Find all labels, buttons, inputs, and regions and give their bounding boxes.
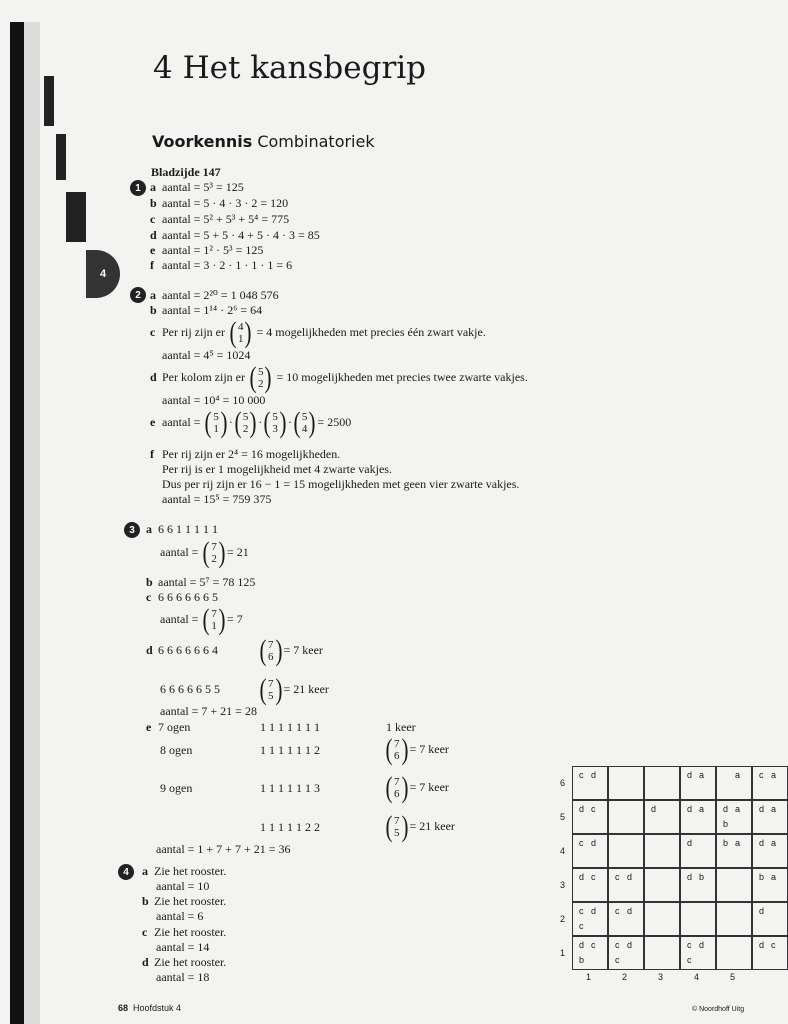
item-label: d <box>150 228 157 242</box>
q4-b <box>142 894 226 909</box>
q3-d1-binom <box>258 636 323 666</box>
binomial-values <box>302 411 308 435</box>
grid-cell <box>572 766 608 800</box>
paren-left: ( <box>385 733 393 766</box>
binom-bottom: 2 <box>242 423 249 435</box>
grid-letter: d <box>591 838 597 848</box>
binom-bottom: 2 <box>257 378 264 390</box>
item-label: b <box>142 894 149 908</box>
grid-letter: d <box>651 804 657 814</box>
binomial <box>292 408 318 438</box>
bleed-mark <box>56 134 66 180</box>
binom-top: 7 <box>211 608 217 620</box>
page-shadow <box>24 22 40 1024</box>
binom-bottom: 2 <box>211 553 217 565</box>
grid-letter: a <box>771 838 777 848</box>
grid-letter: d <box>723 804 729 814</box>
item-label: a <box>146 522 152 536</box>
q3-e4b: 1 1 1 1 1 2 2 <box>260 820 320 834</box>
grid-letter: b <box>723 819 729 829</box>
grid-letter: c <box>591 940 596 950</box>
grid-cell <box>608 834 644 868</box>
answer-text: Zie het rooster. <box>154 894 227 908</box>
grid-letter: c <box>591 872 596 882</box>
grid-letter: d <box>579 872 585 882</box>
q4-c <box>142 925 226 940</box>
grid-cell <box>608 868 644 902</box>
q2-c <box>150 318 486 348</box>
paren-left: ( <box>259 634 267 667</box>
q4-c2: aantal = 14 <box>156 940 210 954</box>
grid-letter: d <box>687 872 693 882</box>
answer-text: 7 ogen <box>158 720 191 734</box>
q4-a <box>142 864 226 879</box>
binomial-values <box>394 815 400 839</box>
grid-letter: a <box>771 804 777 814</box>
q3-a2 <box>160 538 249 568</box>
grid-cell <box>680 936 716 970</box>
answer-text: 6 6 6 6 6 6 5 <box>158 590 218 604</box>
answer-text: aantal = 1¹⁴ · 2⁶ = 64 <box>162 303 263 317</box>
q2-f2: Per rij is er 1 mogelijkheid met 4 zwarte vakjes. <box>162 462 392 476</box>
item-label: b <box>150 303 157 317</box>
answer-text: aantal = 5⁷ = 78 125 <box>158 575 256 589</box>
q3-e2a: 8 ogen <box>160 743 193 757</box>
grid-cell <box>644 834 680 868</box>
answer-text: = 7 keer <box>283 642 323 657</box>
paren-right: ) <box>275 634 282 667</box>
grid-cell <box>716 868 752 902</box>
grid-letter: c <box>687 940 692 950</box>
item-label: a <box>150 180 156 194</box>
grid-letter: c <box>687 955 692 965</box>
grid-cell <box>680 868 716 902</box>
binomial-values <box>211 608 217 632</box>
grid-letter: a <box>771 872 777 882</box>
grid-cell <box>716 834 752 868</box>
binomial <box>248 363 274 393</box>
grid-letter: a <box>699 804 705 814</box>
grid-letter: a <box>699 770 705 780</box>
paren-left: ( <box>385 771 393 804</box>
grid-letter: d <box>759 906 765 916</box>
grid-cell <box>752 834 788 868</box>
binom-top: 5 <box>257 366 264 378</box>
q1-f <box>150 258 292 273</box>
grid-letter: d <box>687 770 693 780</box>
q3-d2-binom <box>258 675 329 705</box>
footer-left <box>118 1003 181 1013</box>
q2-d2: aantal = 10⁴ = 10 000 <box>162 393 266 407</box>
binom-bottom: 6 <box>394 750 400 762</box>
grid-letter: d <box>759 804 765 814</box>
grid-letter: a <box>735 838 741 848</box>
q2-e: e aantal = ( 5 1 ) · ( 5 2 ) · ( 5 3 ) · ( 5 4 ) = 2500 <box>150 406 352 439</box>
answer-text: = 10 mogelijkheden met precies twee zwarte vakjes. <box>276 369 528 384</box>
item-label: d <box>150 369 157 384</box>
q2-c2: aantal = 4⁵ = 1024 <box>162 348 251 362</box>
chapter-tab: 4 <box>86 250 120 298</box>
q3-d3: aantal = 7 + 21 = 28 <box>160 704 257 718</box>
answer-text: = 4 mogelijkheden met precies één zwart vakje. <box>256 324 486 339</box>
copyright: © Noordhoff Uitg <box>692 1006 745 1013</box>
binom-bottom: 1 <box>211 620 217 632</box>
answer-text: = 21 keer <box>283 681 329 696</box>
q3-b <box>146 575 255 590</box>
chapter-name: Hoofdstuk 4 <box>133 1003 182 1013</box>
q1-d <box>150 228 320 243</box>
paren-left: ( <box>204 406 212 439</box>
grid-col-label: 3 <box>658 972 664 982</box>
item-label: e <box>150 243 156 257</box>
q1-e <box>150 243 263 258</box>
grid-cell <box>608 800 644 834</box>
q2-d <box>150 363 528 393</box>
answer-text: aantal = 5² + 5³ + 5⁴ = 775 <box>162 212 290 226</box>
grid-cell <box>752 902 788 936</box>
paren-right: ) <box>275 673 282 706</box>
grid-row-label: 3 <box>560 880 566 890</box>
binom-top: 5 <box>272 411 278 423</box>
answer-text: Per kolom zijn er <box>162 369 245 384</box>
item-label: f <box>150 447 154 461</box>
item-label: d <box>146 643 153 657</box>
grid-cell <box>716 800 752 834</box>
grid-cell <box>680 902 716 936</box>
item-label: e <box>146 720 152 734</box>
binomial-values <box>243 411 249 435</box>
grid-cell <box>644 936 680 970</box>
answer-text: = 21 <box>226 544 249 559</box>
grid-cell <box>680 834 716 868</box>
q4-d <box>142 955 226 970</box>
q2-f <box>150 447 340 462</box>
item-label: d <box>142 955 149 969</box>
binomial-values <box>258 366 264 390</box>
q4-a2: aantal = 10 <box>156 879 210 893</box>
q4-b2: aantal = 6 <box>156 909 204 923</box>
grid-row-label: 4 <box>560 846 566 856</box>
grid-letter: d <box>627 940 633 950</box>
paren-right: ) <box>244 316 252 349</box>
grid-cell <box>752 766 788 800</box>
section-title-rest: Combinatoriek <box>252 132 375 151</box>
item-label: c <box>142 925 148 939</box>
binomial <box>201 605 227 635</box>
answer-text: aantal = 1² · 5³ = 125 <box>162 243 264 257</box>
grid-cell <box>752 936 788 970</box>
grid-cell <box>572 902 608 936</box>
q4-d2: aantal = 18 <box>156 970 210 984</box>
grid-cell <box>572 868 608 902</box>
question-number: 2 <box>130 287 146 303</box>
binom-top: 7 <box>394 776 400 788</box>
grid-cell <box>752 868 788 902</box>
answer-text: 6 6 1 1 1 1 1 <box>158 522 218 536</box>
grid-letter: d <box>579 940 585 950</box>
grid-letter: b <box>699 872 705 882</box>
item-label: a <box>150 288 156 302</box>
q3-e1c: 1 keer <box>386 720 416 734</box>
binom-top: 7 <box>268 678 274 690</box>
binom-bottom: 5 <box>268 690 274 702</box>
paren-right: ) <box>401 771 408 804</box>
q3-e4c <box>384 812 455 842</box>
answer-text: = 7 keer <box>409 779 449 794</box>
q3-e2c <box>384 735 449 765</box>
grid-letter: c <box>615 906 620 916</box>
binomial <box>258 675 284 705</box>
item-label: e <box>150 414 156 429</box>
question-number: 1 <box>130 180 146 196</box>
q3-e <box>146 720 190 735</box>
grid-letter: d <box>591 906 597 916</box>
grid-letter: c <box>615 872 620 882</box>
binom-top: 7 <box>211 541 217 553</box>
answer-text: aantal = <box>160 544 199 559</box>
q3-e3a: 9 ogen <box>160 781 193 795</box>
answer-text: aantal = <box>162 414 201 429</box>
answer-text: Per rij zijn er 2⁴ = 16 mogelijkheden. <box>162 447 341 461</box>
paren-left: ( <box>202 536 210 569</box>
grid-cell <box>572 800 608 834</box>
q3-e2b: 1 1 1 1 1 1 2 <box>260 743 320 757</box>
binomial <box>233 408 259 438</box>
binomial <box>258 636 284 666</box>
binomial <box>203 408 229 438</box>
grid-col-label: 4 <box>694 972 700 982</box>
grid-cell <box>572 936 608 970</box>
paren-right: ) <box>264 361 272 394</box>
grid-col-label: 2 <box>622 972 628 982</box>
grid-letter: d <box>759 838 765 848</box>
grid-col-label: 1 <box>586 972 592 982</box>
binomial <box>262 408 288 438</box>
binom-bottom: 1 <box>237 333 244 345</box>
q1-a <box>150 180 244 195</box>
grid-row-label: 1 <box>560 948 566 958</box>
binomial <box>384 735 410 765</box>
paren-left: ( <box>385 810 393 843</box>
binom-bottom: 6 <box>268 651 274 663</box>
section-title <box>152 132 375 151</box>
page-title: 4 Het kansbegrip <box>153 50 427 86</box>
page-number: 68 <box>118 1003 129 1013</box>
grid-row-label: 2 <box>560 914 566 924</box>
grid-letter: b <box>723 838 729 848</box>
answer-text: = 7 <box>226 611 243 626</box>
paren-right: ) <box>308 406 316 439</box>
q3-a <box>146 522 218 537</box>
grid-letter: c <box>759 770 764 780</box>
paren-right: ) <box>401 733 408 766</box>
binom-bottom: 5 <box>394 827 400 839</box>
grid-cell <box>752 800 788 834</box>
answer-text: Zie het rooster. <box>154 955 227 969</box>
grid-letter: c <box>615 940 620 950</box>
q3-e5: aantal = 1 + 7 + 7 + 21 = 36 <box>156 842 291 856</box>
grid-letter: a <box>735 770 741 780</box>
page-reference: Bladzijde 147 <box>151 165 221 179</box>
grid-cell <box>716 766 752 800</box>
grid-cell <box>644 902 680 936</box>
answer-text: Zie het rooster. <box>154 864 227 878</box>
item-label: c <box>146 590 152 604</box>
page-binding-edge <box>10 22 24 1024</box>
grid-letter: c <box>579 906 584 916</box>
answer-text: = 21 keer <box>409 818 455 833</box>
paren-left: ( <box>202 603 210 636</box>
grid-letter: d <box>579 804 585 814</box>
grid-cell <box>644 766 680 800</box>
bleed-mark <box>66 192 86 242</box>
answer-text: aantal = <box>160 611 199 626</box>
paren-right: ) <box>401 810 408 843</box>
answer-text: 6 6 6 6 6 6 4 <box>158 643 218 657</box>
grid-cell <box>608 902 644 936</box>
binomial-values <box>268 639 274 663</box>
grid-letter: b <box>579 955 585 965</box>
paren-right: ) <box>218 603 226 636</box>
binomial <box>384 773 410 803</box>
paren-left: ( <box>263 406 271 439</box>
q1-c <box>150 212 289 227</box>
grid-letter: c <box>579 921 584 931</box>
q3-c2 <box>160 605 243 635</box>
grid-letter: d <box>627 872 633 882</box>
answer-text: Zie het rooster. <box>154 925 227 939</box>
q3-d <box>146 643 218 658</box>
binom-top: 7 <box>394 738 400 750</box>
q3-e3b: 1 1 1 1 1 1 3 <box>260 781 320 795</box>
item-label: b <box>146 575 153 589</box>
paren-left: ( <box>293 406 301 439</box>
grid-letter: d <box>591 770 597 780</box>
paren-right: ) <box>249 406 257 439</box>
q2-f3: Dus per rij zijn er 16 − 1 = 15 mogelijkheden met geen vier zwarte vakjes. <box>162 477 520 491</box>
paren-right: ) <box>279 406 287 439</box>
answer-text: aantal = 3 · 2 · 1 · 1 · 1 = 6 <box>162 258 293 272</box>
binom-top: 5 <box>301 411 308 423</box>
answer-text: aantal = 5 · 4 · 3 · 2 = 120 <box>162 196 289 210</box>
paren-right: ) <box>220 406 228 439</box>
answer-text: = 2500 <box>317 414 352 429</box>
q2-f4: aantal = 15⁵ = 759 375 <box>162 492 272 506</box>
grid-cell <box>608 936 644 970</box>
binom-bottom: 3 <box>272 423 278 435</box>
paren-left: ( <box>234 406 242 439</box>
paren-left: ( <box>229 316 237 349</box>
grid-cell <box>680 766 716 800</box>
grid-cell <box>716 936 752 970</box>
binom-bottom: 4 <box>301 423 308 435</box>
grid-cell <box>644 868 680 902</box>
binom-top: 5 <box>213 411 219 423</box>
binom-top: 5 <box>242 411 249 423</box>
grid-letter: a <box>735 804 741 814</box>
binomial-values <box>272 411 278 435</box>
answer-text: aantal = 5 + 5 · 4 + 5 · 4 · 3 = 85 <box>162 228 320 242</box>
grid-row-label: 6 <box>560 778 566 788</box>
grid-letter: d <box>627 906 633 916</box>
item-label: c <box>150 212 156 226</box>
grid-cell <box>680 800 716 834</box>
grid-row-label: 5 <box>560 812 566 822</box>
grid-letter: b <box>759 872 765 882</box>
binom-top: 7 <box>394 815 400 827</box>
grid-letter: c <box>771 940 776 950</box>
grid-cell <box>716 902 752 936</box>
binom-bottom: 6 <box>394 788 400 800</box>
binomial <box>228 318 254 348</box>
grid-letter: d <box>687 804 693 814</box>
answer-text: = 7 keer <box>409 741 449 756</box>
item-label: f <box>150 258 154 272</box>
binomial-values <box>394 776 400 800</box>
grid-col-label: 5 <box>730 972 736 982</box>
item-label: a <box>142 864 148 878</box>
binomial-values <box>394 738 400 762</box>
section-title-bold: Voorkennis <box>152 132 253 151</box>
q3-e3c <box>384 773 449 803</box>
grid-letter: c <box>579 770 584 780</box>
paren-left: ( <box>249 361 257 394</box>
paren-left: ( <box>259 673 267 706</box>
q1-b <box>150 196 288 211</box>
answer-text: Per rij zijn er <box>162 324 225 339</box>
binomial-values <box>268 678 274 702</box>
item-label: b <box>150 196 157 210</box>
grid-letter: d <box>687 838 693 848</box>
binom-bottom: 1 <box>213 423 219 435</box>
grid-cell <box>608 766 644 800</box>
grid-letter: c <box>615 955 620 965</box>
answer-text: aantal = 5³ = 125 <box>162 180 244 194</box>
grid-letter: c <box>591 804 596 814</box>
grid-cell <box>572 834 608 868</box>
binomial-values <box>213 411 219 435</box>
binomial <box>201 538 227 568</box>
q3-e1b: 1 1 1 1 1 1 1 <box>260 720 320 734</box>
grid-letter: a <box>771 770 777 780</box>
grid-cell <box>644 800 680 834</box>
bleed-mark <box>44 76 54 126</box>
binom-top: 7 <box>268 639 274 651</box>
item-label: c <box>150 324 156 339</box>
paren-right: ) <box>218 536 226 569</box>
grid-letter: c <box>579 838 584 848</box>
answer-text: aantal = 2²⁰ = 1 048 576 <box>162 288 279 302</box>
question-number: 3 <box>124 522 140 538</box>
grid-letter: d <box>759 940 765 950</box>
q3-d2: 6 6 6 6 6 5 5 <box>160 682 220 696</box>
binom-top: 4 <box>237 321 244 333</box>
binomial-values <box>211 541 217 565</box>
grid-letter: d <box>699 940 705 950</box>
binomial-values <box>238 321 244 345</box>
binomial <box>384 812 410 842</box>
q2-a <box>150 288 279 303</box>
question-number: 4 <box>118 864 134 880</box>
